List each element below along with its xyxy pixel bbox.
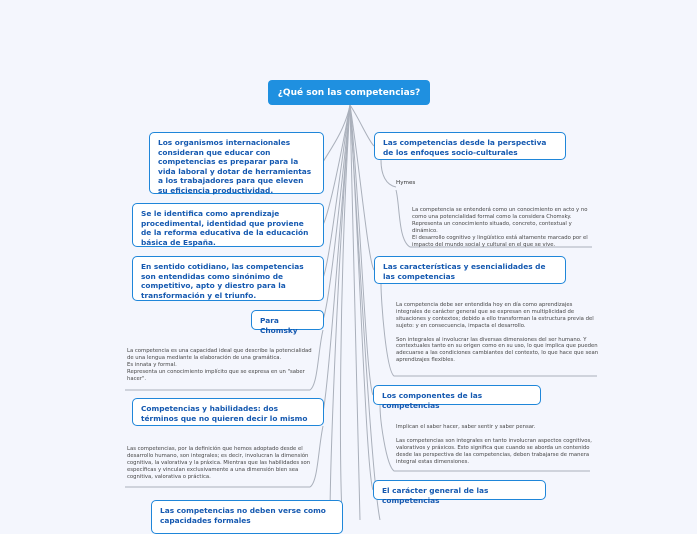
- note-caracteristicas: La competencia debe ser entendida hoy en día como aprendizajes integrales de carácter general que se expresan en multiplicidad de situaciones y contextos; debido a ello transforman la estructura previa del sujeto: y en consecuencia, impacta el desarrollo. Son integrales al involucrar las diversas dimensiones del ser humano. Y contextuales tanto en su origen como en su uso, lo que implica que pueden adecuarse a las condiciones cambiantes del contexto, lo que hace que sean aprendizajes flexibles.: [396, 302, 599, 364]
- node-para-chomsky[interactable]: Para Chomsky: [251, 310, 324, 330]
- root-node[interactable]: ¿Qué son las competencias?: [268, 80, 430, 105]
- node-enfoques-socio-culturales[interactable]: Las competencias desde la perspectiva de los enfoques socio-culturales: [374, 132, 566, 160]
- node-caracteristicas[interactable]: Las características y esencialidades de las competencias: [374, 256, 566, 284]
- node-competencias-habilidades[interactable]: Competencias y habilidades: dos términos que no quieren decir lo mismo: [132, 398, 324, 426]
- note-componentes: Implican el saber hacer, saber sentir y saber pensar. Las competencias son integrales en tanto involucran aspectos cognitivos, valorativos y práxicos. Esto significa que cuando se aborda un contenido desde las perspectiva de las competencias, deben trabajarse de manera integral estas dimensiones.: [396, 424, 592, 465]
- label-hymes[interactable]: Hymes: [396, 180, 416, 186]
- note-competencias-habilidades: Las competencias, por la definición que hemos adoptado desde el desarrollo humano, son integrales; es decir, involucran la dimensión cognitiva, la valorativa y la práxica. Mientras que las habilidades son específicas y vinculan exclusivamente a una dimensión bien sea cognitiva, valorativa o práctica.: [127, 446, 311, 480]
- node-sentido-cotidiano[interactable]: En sentido cotidiano, las competencias son entendidas como sinónimo de competitivo, apto y diestro para la transformación y el triunfo.: [132, 256, 324, 301]
- note-chomsky: La competencia es una capacidad ideal que describe la potencialidad de una lengua mediante la elaboración de una gramática. Es innata y formal. Representa un conocimiento implícito que se expresa en un "saber hacer".: [127, 348, 312, 382]
- node-capacidades-formales[interactable]: Las competencias no deben verse como capacidades formales: [151, 500, 343, 534]
- node-aprendizaje-procedimental[interactable]: Se le identifica como aprendizaje procedimental, identidad que proviene de la reforma educativa de la educación básica de España.: [132, 203, 324, 247]
- node-organismos-internacionales[interactable]: Los organismos internacionales consideran que educar con competencias es preparar para la vida laboral y dotar de herramientas a los trabajadores para que eleven su eficiencia productividad.: [149, 132, 324, 194]
- node-componentes[interactable]: Los componentes de las competencias: [373, 385, 541, 405]
- node-caracter-general[interactable]: El carácter general de las competencias: [373, 480, 546, 500]
- note-hymes: La competencia se entenderá como un conocimiento en acto y no como una potencialidad formal como la considera Chomsky. Representa un conocimiento situado, concreto, contextual y dinámico. El desarrollo cognitivo y lingüístico está altamente marcado por el impacto del mundo social y cultural en el que se vive.: [412, 207, 588, 248]
